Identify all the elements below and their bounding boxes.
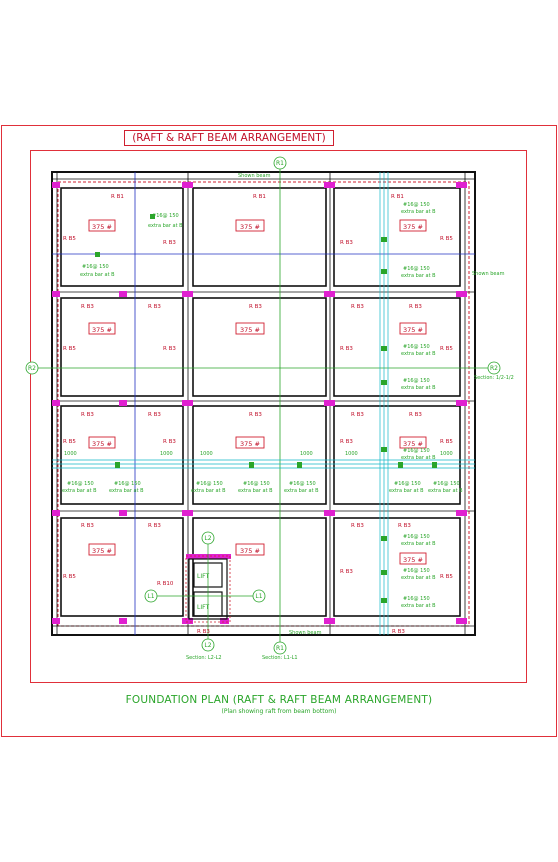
beam-label: R B3 [351, 304, 364, 310]
bar-note: #16@ 150 [289, 481, 316, 487]
panel-thickness-5: 375 # [240, 326, 260, 334]
bar-note-2: extra bar at B [401, 273, 436, 279]
bar-note-2: extra bar at B [401, 603, 436, 609]
bar-note: #16@ 150 [403, 378, 430, 384]
bar-note: #16@ 150 [243, 481, 270, 487]
bar-note: #16@ 150 [403, 202, 430, 208]
dim-value: 1000 [160, 451, 173, 457]
beam-label: R B3 [148, 412, 161, 418]
grid-ref-left: R2 [28, 365, 36, 372]
beam-label: R B1 [391, 194, 404, 200]
right-beam-note: Shown beam [472, 271, 505, 277]
beam-label: R B3 [163, 346, 176, 352]
bar-note-2: extra bar at B [238, 488, 273, 494]
panel-thickness-2: 375 # [240, 223, 260, 231]
bar-note: #16@ 150 [152, 213, 179, 219]
beam-label: R B3 [392, 629, 405, 635]
beam-lines [52, 172, 475, 635]
panel-thickness-7: 375 # [92, 440, 112, 448]
drawing-title: (RAFT & RAFT BEAM ARRANGEMENT) [124, 130, 334, 146]
grid-ref-lift-left: L1 [147, 593, 155, 600]
panel-thickness-8: 375 # [240, 440, 260, 448]
bar-note: #16@ 150 [394, 481, 421, 487]
bar-note: #16@ 150 [403, 568, 430, 574]
beam-label: R B3 [249, 412, 262, 418]
bar-note-2: extra bar at B [401, 351, 436, 357]
lift-section-note: Section: L2-L2 [186, 655, 222, 661]
dim-value: 1000 [200, 451, 213, 457]
beam-label: R B1 [111, 194, 124, 200]
dim-value: 1000 [345, 451, 358, 457]
dim-value: 1000 [440, 451, 453, 457]
bar-note-2: extra bar at B [401, 209, 436, 215]
bar-note: #16@ 150 [433, 481, 460, 487]
plan-title: FOUNDATION PLAN (RAFT & RAFT BEAM ARRANGEMENT) [125, 694, 433, 706]
panel-thickness-12: 375 # [403, 556, 423, 564]
beam-label: R B5 [63, 439, 76, 445]
beam-label: R B3 [340, 346, 353, 352]
bar-note: #16@ 150 [403, 534, 430, 540]
bar-note-2: extra bar at B [401, 385, 436, 391]
beam-label: R B10 [157, 581, 174, 587]
bar-note-2: extra bar at B [80, 272, 115, 278]
grid-ref-lift-bottom: L2 [204, 642, 212, 649]
bar-note-2: extra bar at B [191, 488, 226, 494]
panel-thickness-4: 375 # [92, 326, 112, 334]
beam-label: R B3 [340, 240, 353, 246]
bar-note: #16@ 150 [403, 344, 430, 350]
beam-label: R B3 [351, 523, 364, 529]
beam-label: R B5 [440, 574, 453, 580]
bar-markers [95, 214, 437, 603]
beam-label: R B3 [351, 412, 364, 418]
bar-note: #16@ 150 [403, 596, 430, 602]
grid-ref-top: R1 [276, 160, 284, 167]
panel-thickness-6: 375 # [403, 326, 423, 334]
beam-label: R B5 [440, 236, 453, 242]
bar-note-2: extra bar at B [401, 541, 436, 547]
beam-label: R B3 [409, 412, 422, 418]
lift-label-2: LIFT [197, 604, 210, 611]
beam-label: R B3 [81, 304, 94, 310]
rebar-lines [52, 172, 475, 635]
beam-label: R B3 [340, 569, 353, 575]
beam-label: R B1 [253, 194, 266, 200]
panel-thickness-3: 375 # [403, 223, 423, 231]
bar-note-2: extra bar at B [62, 488, 97, 494]
top-beam-note: Shown beam [238, 173, 271, 179]
bar-note-2: extra bar at B [389, 488, 424, 494]
dim-value: 1000 [300, 451, 313, 457]
beam-label: R B5 [440, 346, 453, 352]
beam-label: R B3 [197, 629, 210, 635]
bar-note: #16@ 150 [67, 481, 94, 487]
grid-ref-lift-right: L1 [255, 593, 263, 600]
outer-walls [52, 172, 475, 635]
bar-note: #16@ 150 [82, 264, 109, 270]
bar-note: #16@ 150 [403, 448, 430, 454]
panel-thickness-1: 375 # [92, 223, 112, 231]
grid-ref-lift-top: L2 [204, 535, 212, 542]
beam-label: R B5 [63, 574, 76, 580]
grid-ref-right: R2 [490, 365, 498, 372]
bottom-beam-note: Shown beam [289, 630, 322, 636]
beam-label: R B3 [163, 439, 176, 445]
section-lines [52, 172, 475, 635]
beam-label: R B3 [148, 523, 161, 529]
lift-section-lines [156, 543, 263, 640]
beam-label: R B3 [249, 304, 262, 310]
bar-note: #16@ 150 [114, 481, 141, 487]
bar-note-2: extra bar at B [109, 488, 144, 494]
panel-thickness-9: 375 # [403, 440, 423, 448]
panel-thickness-boxes [89, 220, 426, 564]
beam-label: R B5 [440, 439, 453, 445]
bar-note: #16@ 150 [403, 266, 430, 272]
lift-section-note-2: Section: L1-L1 [262, 655, 298, 661]
dim-value: 1000 [64, 451, 77, 457]
grid-ref-bottom: R1 [276, 645, 284, 652]
bar-note: #16@ 150 [196, 481, 223, 487]
bar-note-2: extra bar at B [401, 575, 436, 581]
beam-label: R B5 [63, 346, 76, 352]
bar-note-2: extra bar at B [401, 455, 436, 461]
lift-label-1: LIFT [197, 573, 210, 580]
beam-label: R B5 [63, 236, 76, 242]
beam-label: R B3 [163, 240, 176, 246]
beam-label: R B3 [409, 304, 422, 310]
plan-subtitle: (Plan showing raft from beam bottom) [221, 708, 337, 715]
bar-note-2: extra bar at B [428, 488, 463, 494]
beam-label: R B3 [148, 304, 161, 310]
beam-label: R B3 [81, 523, 94, 529]
bar-note-2: extra bar at B [148, 223, 183, 229]
panel-thickness-11: 375 # [240, 547, 260, 555]
right-section-note: Section: 1/2-1/2 [474, 375, 514, 381]
beam-label: R B3 [81, 412, 94, 418]
bar-note-2: extra bar at B [284, 488, 319, 494]
panel-thickness-10: 375 # [92, 547, 112, 555]
beam-label: R B3 [340, 439, 353, 445]
beam-label: R B3 [398, 523, 411, 529]
